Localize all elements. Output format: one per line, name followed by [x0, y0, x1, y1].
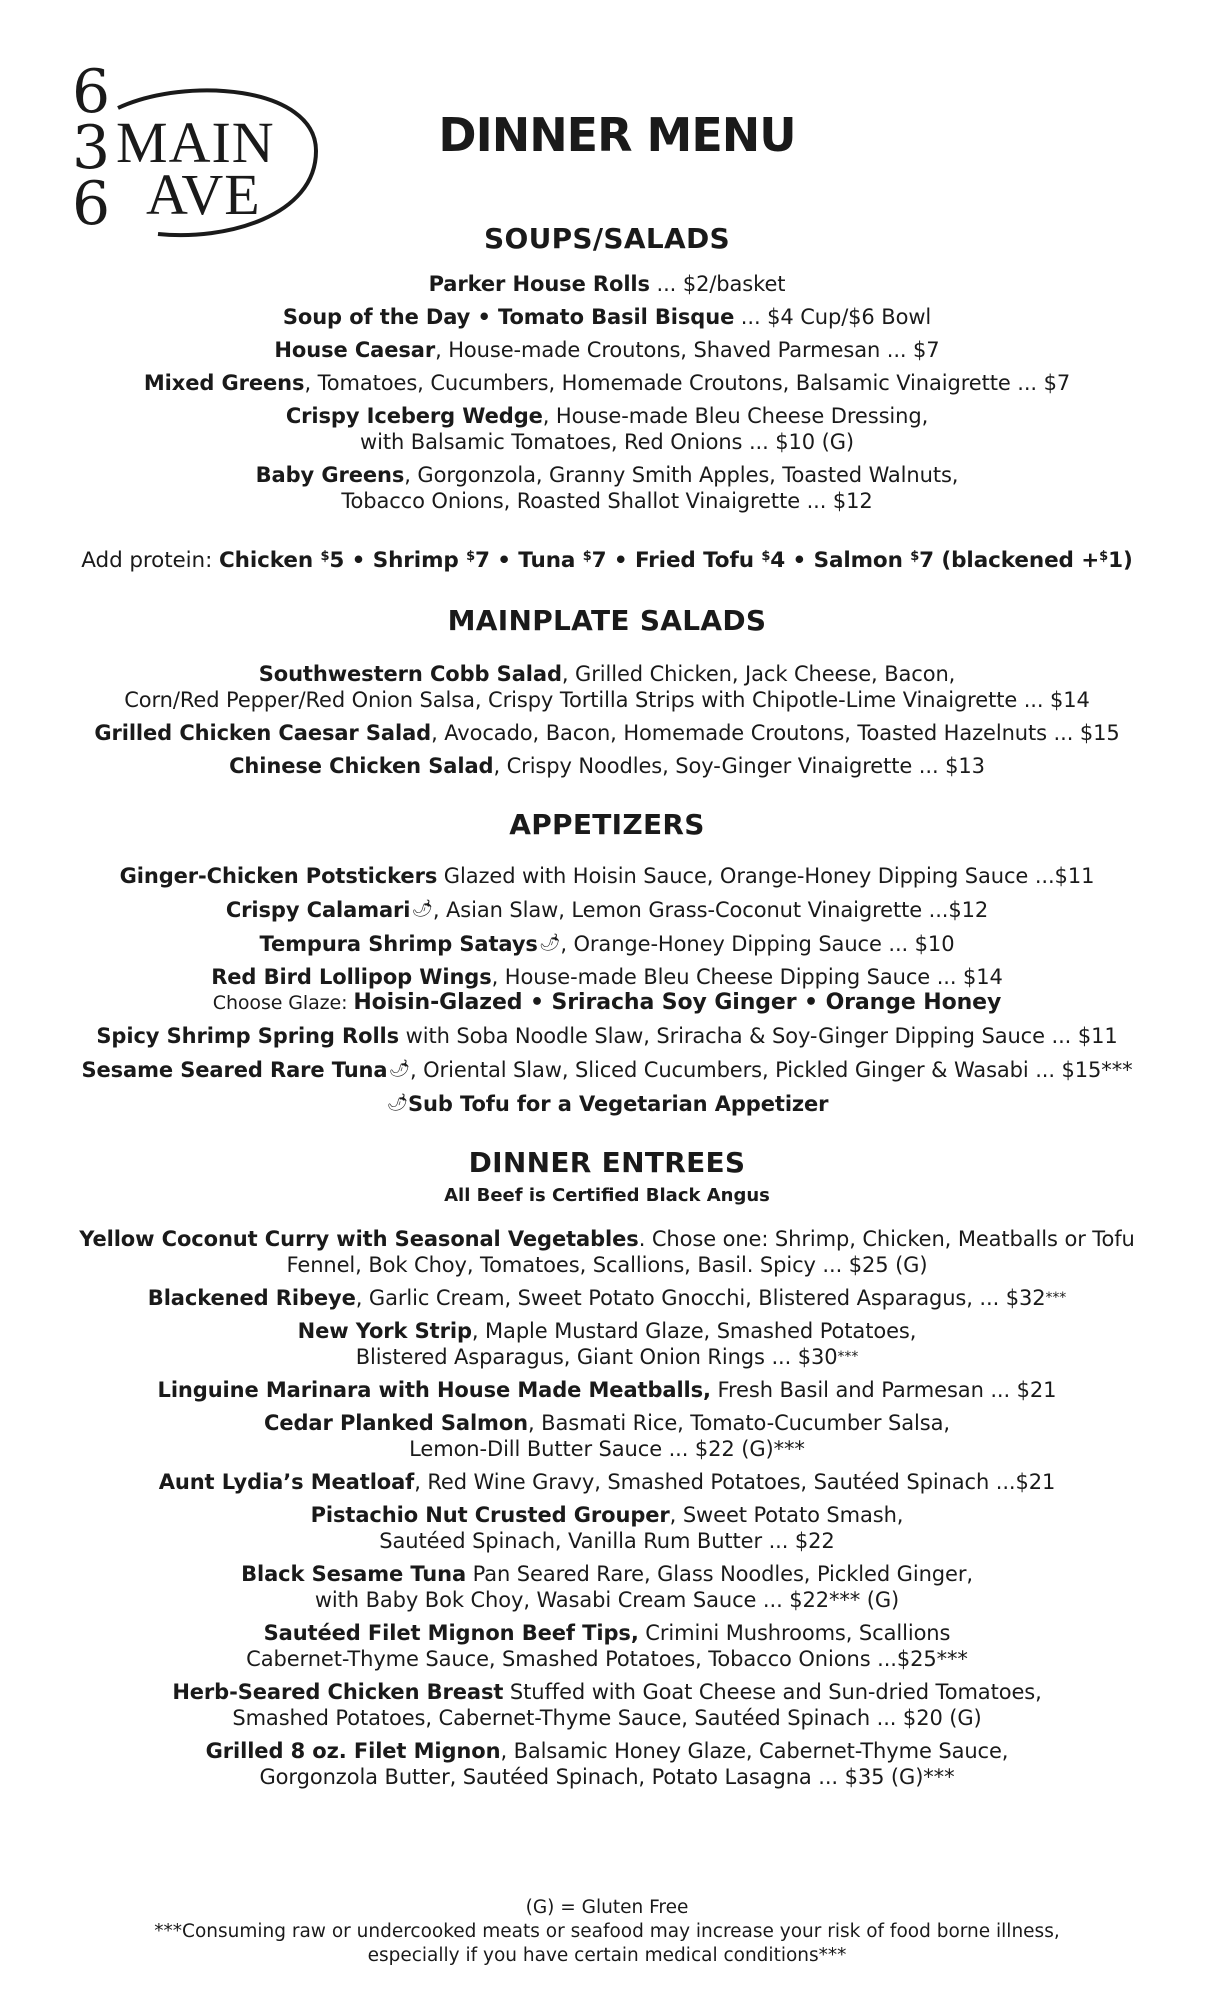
logo-word-main: MAIN	[116, 110, 275, 175]
menu-item: New York Strip, Maple Mustard Glaze, Smashed Potatoes, Blistered Asparagus, Giant Onion Rings ... $30***	[297, 1319, 917, 1369]
section-subheading-entrees: All Beef is Certified Black Angus	[444, 1185, 770, 1206]
menu-item: Herb-Seared Chicken Breast Stuffed with Goat Cheese and Sun-dried Tomatoes, Smashed Potatoes, Cabernet-Thyme Sauce, Sautéed Spinach ... $20 (G)	[172, 1680, 1042, 1730]
food-safety-warning-line1: ***Consuming raw or undercooked meats or seafood may increase your risk of food borne illness,	[154, 1921, 1060, 1942]
gluten-free-note: (G) = Gluten Free	[525, 1897, 689, 1918]
menu-item: Soup of the Day • Tomato Basil Bisque ... $4 Cup/$6 Bowl	[282, 305, 932, 329]
menu-item: Red Bird Lollipop Wings, House-made Bleu Cheese Dipping Sauce ... $14 Choose Glaze: Hoisin-Glazed • Sriracha Soy Ginger • Orange Honey	[211, 965, 1003, 1015]
menu-item: Chinese Chicken Salad, Crispy Noodles, Soy-Ginger Vinaigrette ... $13	[229, 754, 985, 778]
menu-item: Blackened Ribeye, Garlic Cream, Sweet Potato Gnocchi, Blistered Asparagus, ... $32***	[147, 1286, 1067, 1310]
menu-item: Grilled Chicken Caesar Salad, Avocado, Bacon, Homemade Croutons, Toasted Hazelnuts ... $15	[94, 721, 1120, 745]
menu-item: Tempura Shrimp Satays🌶, Orange-Honey Dipping Sauce ... $10	[259, 932, 955, 956]
menu-item: Baby Greens, Gorgonzola, Granny Smith Apples, Toasted Walnuts, Tobacco Onions, Roasted Shallot Vinaigrette ... $12	[255, 463, 959, 513]
pepper-icon: 🌶	[538, 933, 561, 953]
menu-item: Grilled 8 oz. Filet Mignon, Balsamic Honey Glaze, Cabernet-Thyme Sauce, Gorgonzola Butter, Sautéed Spinach, Potato Lasagna ... $35 (G)***	[205, 1739, 1009, 1789]
vegetarian-note: 🌶Sub Tofu for a Vegetarian Appetizer	[386, 1092, 829, 1116]
logo-digit-1: 6	[72, 57, 111, 127]
food-safety-warning-line2: especially if you have certain medical conditions***	[367, 1945, 847, 1966]
menu-item: Southwestern Cobb Salad, Grilled Chicken, Jack Cheese, Bacon, Corn/Red Pepper/Red Onion Salsa, Crispy Tortilla Strips with Chipotle-Lime Vinaigrette ... $14	[124, 662, 1090, 712]
footer	[0, 1896, 1214, 1968]
menu-item: Sautéed Filet Mignon Beef Tips, Crimini Mushrooms, Scallions Cabernet-Thyme Sauce, Smashed Potatoes, Tobacco Onions ...$25***	[246, 1621, 968, 1671]
pepper-icon: 🌶	[386, 1093, 409, 1113]
menu-content	[20, 222, 1194, 1797]
logo-digit-3: 6	[72, 169, 111, 239]
pepper-icon: 🌶	[411, 899, 433, 919]
section-heading-appetizers: APPETIZERS	[509, 808, 705, 841]
menu-item: Spicy Shrimp Spring Rolls with Soba Noodle Slaw, Sriracha & Soy-Ginger Dipping Sauce ... $11	[96, 1024, 1118, 1048]
menu-item: Black Sesame Tuna Pan Seared Rare, Glass Noodles, Pickled Ginger, with Baby Bok Choy, Wasabi Cream Sauce ... $22*** (G)	[241, 1562, 973, 1612]
menu-item: Ginger-Chicken Potstickers Glazed with Hoisin Sauce, Orange-Honey Dipping Sauce ...$11	[119, 864, 1095, 888]
menu-item: Cedar Planked Salmon, Basmati Rice, Tomato-Cucumber Salsa, Lemon-Dill Butter Sauce ... $22 (G)***	[264, 1411, 950, 1461]
page-title: DINNER MENU	[438, 108, 796, 162]
menu-item: Parker House Rolls ... $2/basket	[428, 272, 786, 296]
menu-item: Pistachio Nut Crusted Grouper, Sweet Potato Smash, Sautéed Spinach, Vanilla Rum Butter ... $22	[310, 1503, 904, 1553]
section-heading-soups: SOUPS/SALADS	[484, 222, 730, 255]
pepper-icon: 🌶	[388, 1059, 410, 1079]
menu-item: Crispy Iceberg Wedge, House-made Bleu Cheese Dressing, with Balsamic Tomatoes, Red Onions ... $10 (G)	[285, 404, 929, 454]
menu-item: Sesame Seared Rare Tuna🌶, Oriental Slaw, Sliced Cucumbers, Pickled Ginger & Wasabi ... $15***	[81, 1058, 1133, 1082]
menu-item: Crispy Calamari🌶, Asian Slaw, Lemon Grass-Coconut Vinaigrette ...$12	[225, 898, 989, 922]
menu-item: Yellow Coconut Curry with Seasonal Vegetables. Chose one: Shrimp, Chicken, Meatballs or Tofu Fennel, Bok Choy, Tomatoes, Scallions, Basil. Spicy ... $25 (G)	[79, 1227, 1135, 1277]
logo-word-ave: AVE	[146, 162, 261, 227]
menu-item: Aunt Lydia’s Meatloaf, Red Wine Gravy, Smashed Potatoes, Sautéed Spinach ...$21	[158, 1470, 1056, 1494]
section-heading-mainplate: MAINPLATE SALADS	[447, 604, 767, 637]
menu-item: House Caesar, House-made Croutons, Shaved Parmesan ... $7	[274, 338, 940, 362]
menu-item: Linguine Marinara with House Made Meatballs, Fresh Basil and Parmesan ... $21	[157, 1378, 1057, 1402]
add-protein-line: Add protein: Chicken $5 • Shrimp $7 • Tuna $7 • Fried Tofu $4 • Salmon $7 (blackened +$1)	[81, 548, 1133, 573]
section-heading-entrees: DINNER ENTREES	[468, 1146, 746, 1179]
menu-item: Mixed Greens, Tomatoes, Cucumbers, Homemade Croutons, Balsamic Vinaigrette ... $7	[143, 371, 1071, 395]
logo-digit-2: 3	[72, 113, 111, 183]
